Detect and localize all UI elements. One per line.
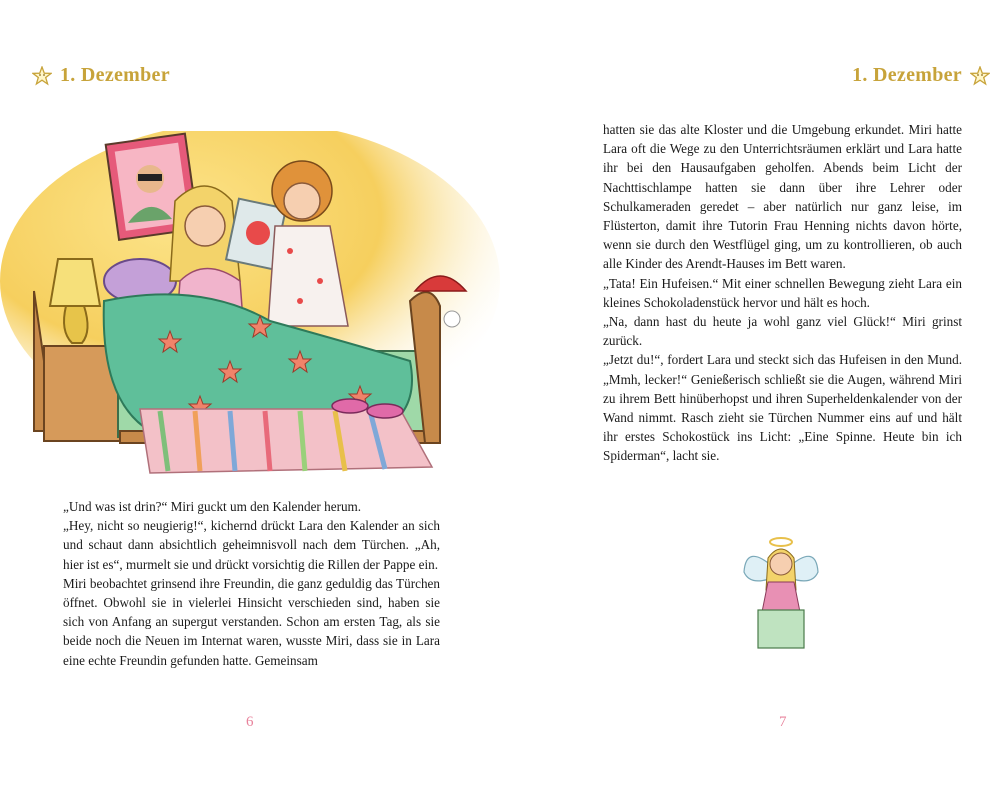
paragraph: „Jetzt du!“, fordert Lara und steckt sich das Hufeisen in den Mund. „Mmh, lecker!“ Genießerisch schließt sie die Augen, während Miri zu ihrem Bett hinüberhopst und ihren Superheldenkalender von der Wand nimmt. Rasch zieht sie Türchen Nummer eins auf und hält ihr erstes Schokostück ins Licht: „Eine Spinne. Heute bin ich Spiderman“, lacht sie. (603, 352, 962, 464)
star-icon (970, 66, 990, 86)
left-body-text (63, 497, 440, 670)
bedroom-illustration (0, 131, 517, 488)
paragraph: „Na, dann hast du heute ja wohl ganz viel Glück!“ Miri grinst zurück. (603, 314, 962, 349)
chapter-heading-left (32, 64, 170, 87)
page-number-left: 6 (246, 714, 254, 730)
star-icon (32, 66, 52, 86)
gift-box (758, 610, 804, 648)
paragraph: hatten sie das alte Kloster und die Umgebung erkundet. Miri hatte Lara oft die Wege zu den Unterrichtsräumen erklärt und Lara hatte ihr bei den Hausaufgaben geholfen. Abends beim Licht der Nachttischlampe hatten sie dann über ihre Lehrer oder Schulkameraden geredet – aber natürlich nur ganz leise, im Flüsterton, damit ihre Tutorin Frau Henning nichts davon hörte, wenn sie durch den Westflügel ging, um zu kontrollieren, ob auch alle Kinder des Arendt-Hauses im Bett waren. (603, 122, 962, 272)
paragraph: „Und was ist drin?“ Miri guckt um den Kalender herum. (63, 499, 362, 514)
chapter-title: 1. Dezember (60, 64, 170, 86)
paragraph: „Hey, nicht so neugierig!“, kichernd drückt Lara den Kalender an sich und schaut dann absichtlich geheimnisvoll nach dem Türchen. „Ah, hier ist es“, murmelt sie und drückt vorsichtig die Rillen der Pappe ein. (63, 518, 440, 572)
right-body-text (603, 120, 962, 466)
halo (770, 538, 792, 546)
angel-illustration (742, 534, 820, 652)
page-number-right: 7 (779, 714, 787, 730)
angel-dress (762, 582, 800, 612)
paragraph: „Tata! Ein Hufeisen.“ Mit einer schnellen Bewegung zieht Lara ein kleines Schokoladenstück hervor und hält es hoch. (603, 275, 962, 310)
paragraph: Miri beobachtet grinsend ihre Freundin, die ganz geduldig das Türchen öffnet. Obwohl sie in vielerlei Hinsicht verschieden sind, haben sie sich von Anfang an supergut verstanden. Schon am ersten Tag, als sie beide noch die Neuen im Internat waren, wusste Miri, dass sie in Lara eine echte Freundin gefunden hatte. Gemeinsam (63, 575, 440, 668)
slippers (332, 399, 368, 413)
chapter-title: 1. Dezember (852, 64, 962, 86)
chapter-heading-right (852, 64, 990, 87)
